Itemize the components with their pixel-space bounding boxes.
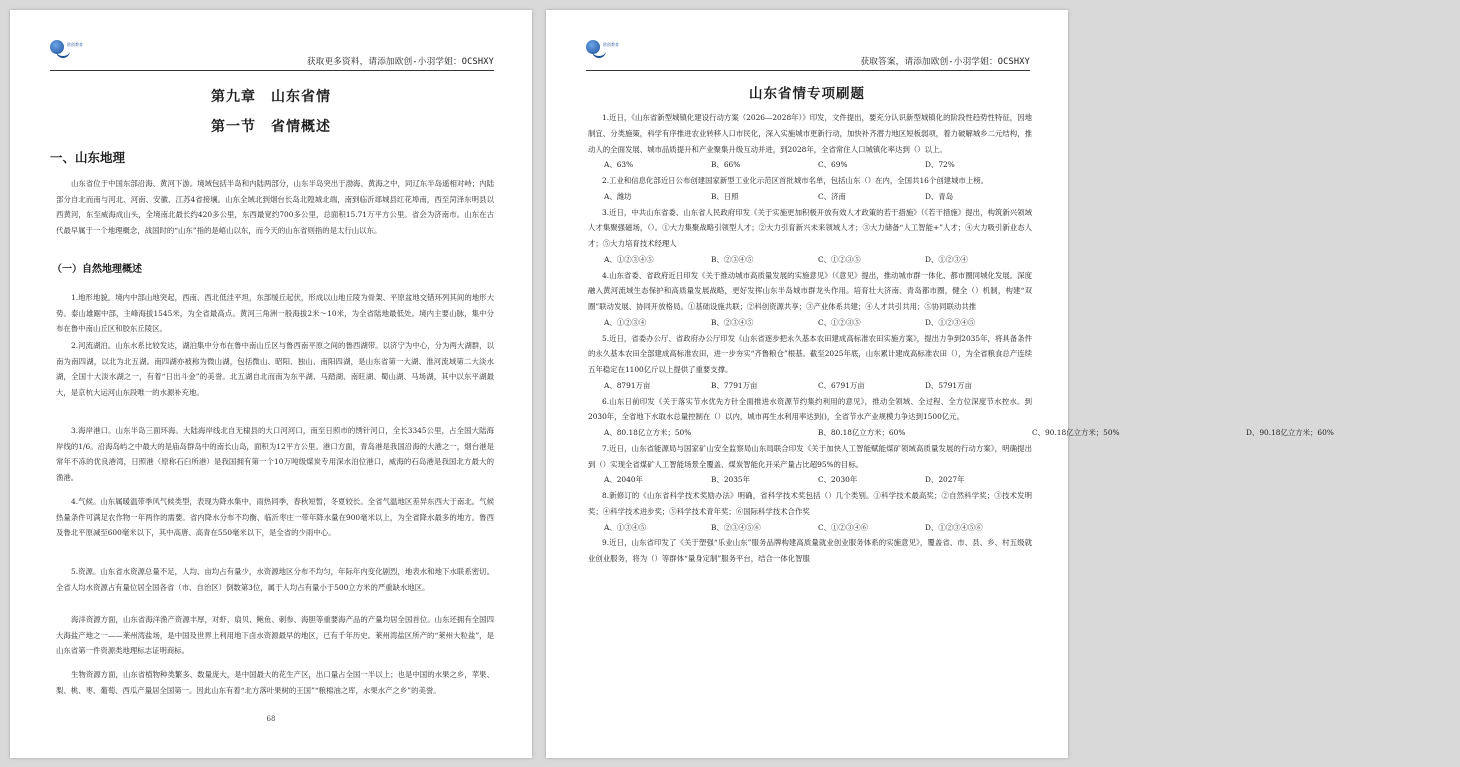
- question-list: [588, 110, 1334, 567]
- answer-option[interactable]: C、①②③④⑥: [818, 522, 868, 532]
- heading-natural-geography: （一）自然地理概述: [52, 264, 142, 275]
- question-options: [588, 157, 1032, 173]
- question-options: [588, 315, 1032, 331]
- answer-option[interactable]: B、②③④⑤: [711, 254, 754, 264]
- question-stem: 3.近日，中共山东省委、山东省人民政府印发《关于实施更加积极开放有效人才政策的若干措施》（《若干措施》提出，构筑新兴领域人才集聚强磁场，（）。①大力集聚战略引领型人才；②大力引育新兴未来领域人才；③大力储备“人工智能+”人才；④大力吸引新业态人才；⑤大力培育技术经理人: [588, 207, 1032, 248]
- question-stem: 9.近日，山东省印发了《关于塑强“乐业山东”服务品牌构建高质量就业创业服务体系的实施意见》，覆盖省、市、县、乡、村五级就业创业服务，将为（）等群体“量身定制”服务平台，结合一体化智服: [588, 538, 1032, 563]
- answer-option[interactable]: D、①②③④⑤⑥: [925, 522, 983, 532]
- question-options: [588, 425, 1334, 441]
- page-header: [586, 38, 1030, 71]
- logo-text: 欧创教育: [67, 42, 83, 47]
- answer-option[interactable]: A、潍坊: [604, 191, 632, 201]
- answer-option[interactable]: C、①②③⑤: [818, 317, 861, 327]
- question-stem: 8.新修订的《山东省科学技术奖励办法》明确，省科学技术奖包括（）几个类别。①科学技术最高奖；②自然科学奖；③技术发明奖；④科学技术进步奖；⑤科学技术青年奖；⑥国际科学技术合作奖: [588, 491, 1032, 516]
- question-stem: 5.近日，省委办公厅、省政府办公厅印发《山东省逐步把永久基本农田建成高标准农田实施方案》，提出力争到2035年，将具备条件的永久基本农田全部建成高标准农田，进一步夯实“齐鲁粮仓”根基。截至2025年底，山东累计建成高标准农田（），为全省粮食总产连续五年稳定在1100亿斤以上提供了重要支撑。: [588, 333, 1032, 374]
- practice-title: 山东省情专项刷题: [749, 86, 865, 102]
- question-options: [588, 472, 1032, 488]
- answer-option[interactable]: C、69%: [818, 160, 848, 170]
- answer-option[interactable]: A、①③④⑤: [604, 522, 647, 532]
- answer-option[interactable]: D、青岛: [925, 191, 954, 201]
- question-stem: 4.山东省委、省政府近日印发《关于推动城市高质量发展的实施意见》（《意见》提出，推动城市群一体化、都市圈同城化发展。深度融入黄河流域生态保护和高质量发展战略，更好发挥山东半岛城市群龙头作用。培育壮大济南、青岛都市圈，健全（）机制，构建“双圈”联动发展、协同开放格局。①基础设施共联；②科创资源共享；③产业体系共建；④人才共引共用；⑤协同联动共推: [588, 270, 1032, 311]
- answer-option[interactable]: D、2027年: [925, 475, 965, 485]
- question-options: [588, 189, 1032, 205]
- paragraph-climate: 4.气候。山东属暖温带季风气候类型，表现为降水集中，雨热同季，春秋短暂，冬夏较长。全省气温地区差异东西大于南北。气候热量条件可满足农作物一年两作的需要。省内降水分布不均衡、临沂枣庄一带年降水量在900毫米以上，为全省降水最多的地方。鲁西及鲁北平原减至600毫米以下，其中高唐、高青在550毫米以下，是全省的少雨中心。: [56, 497, 494, 538]
- answer-option[interactable]: D、5791万亩: [925, 380, 972, 390]
- answer-option[interactable]: B、②③④⑤⑥: [711, 522, 761, 532]
- answer-option[interactable]: D、72%: [925, 160, 955, 170]
- answer-option[interactable]: B、66%: [711, 160, 741, 170]
- paragraph-terrain: 1.地形地貌。境内中部山地突起，西南、西北低洼平坦，东部缓丘起伏，形成以山地丘陵为骨架、平原盆地交错环列其间的地形大势。泰山雄踞中部，主峰海拔1545米，为全省最高点。黄河三角洲一般海拔2米～10米，为全省陆地最低处。境内主要山脉，集中分布在鲁中南山丘区和胶东丘陵区。: [56, 293, 494, 334]
- answer-option[interactable]: A、①②③④: [604, 317, 647, 327]
- answer-option[interactable]: C、①②③⑤: [818, 254, 861, 264]
- question-options: [588, 252, 1032, 268]
- left-page: [10, 10, 532, 758]
- heading-shandong-geography: 一、山东地理: [50, 150, 126, 165]
- header-note: 获取答案，请添加欧创-小羽学姐：OCSHXY: [860, 57, 1030, 67]
- paragraph-biological: 生物资源方面，山东省植物种类繁多、数量庞大，是中国最大的花生产区，出口量占全国一半以上；也是中国的水果之乡，苹果、梨、桃、枣、葡萄、西瓜产量居全国第一。因此山东有着“北方落叶果树的王国”“粮棉油之库，水果水产之乡”的美誉。: [56, 670, 494, 695]
- answer-option[interactable]: D、①②③④: [925, 254, 968, 264]
- chapter-title: 第九章 山东省情: [211, 89, 331, 105]
- paragraph-marine: 海洋资源方面，山东省海洋渔产资源丰厚，对虾、扇贝、鲍鱼、刺参、海胆等重要海产品的产量均居全国首位。山东还拥有全国四大海盐产地之一——莱州湾盐场，是中国及世界上利用地下卤水资源最早的地区，已有千年历史。莱州湾盐区所产的“莱州大粒盐”，是山东省第一件资源类地理标志证明商标。: [56, 615, 494, 656]
- logo-text: 欧创教育: [603, 42, 619, 47]
- answer-option[interactable]: B、②③④⑤: [711, 317, 754, 327]
- answer-option[interactable]: A、①②③④⑤: [604, 254, 654, 264]
- header-note: 获取更多资料，请添加欧创-小羽学姐：OCSHXY: [306, 57, 494, 67]
- question-stem: 7.近日，山东省能源局与国家矿山安全监察局山东局联合印发《关于加快人工智能赋能煤矿领域高质量发展的行动方案》，明确提出到（）实现全省煤矿人工智能场景全覆盖、煤炭智能化开采产量占比超95%的目标。: [588, 443, 1032, 469]
- answer-option[interactable]: B、80.18亿立方米；60%: [818, 428, 906, 437]
- answer-option[interactable]: D、①②③④⑤: [925, 317, 976, 327]
- answer-option[interactable]: C、2030年: [818, 475, 858, 485]
- question-stem: 2.工业和信息化部近日公布创建国家新型工业化示范区首批城市名单，包括山东（）在内，全国共16个创建城市上榜。: [602, 176, 988, 185]
- brand-logo: [586, 38, 630, 60]
- brand-logo: [50, 38, 94, 60]
- page-number: 68: [266, 715, 276, 723]
- answer-option[interactable]: C、6791万亩: [818, 380, 865, 390]
- question-stem: 6.山东日前印发《关于落实节水优先方针全面推进水资源节约集约利用的意见》，推动全领域、全过程、全方位深度节水控水。到2030年，全省地下水取水总量控制在（）以内，城市再生水利用率达到()，全省节水产业规模力争达到1500亿元。: [588, 396, 1032, 422]
- answer-option[interactable]: C、90.18亿立方米；50%: [1032, 428, 1120, 437]
- answer-option[interactable]: A、80.18亿立方米；50%: [604, 428, 692, 437]
- answer-option[interactable]: B、2035年: [711, 475, 751, 485]
- section-title: 第一节 省情概述: [211, 119, 331, 135]
- answer-option[interactable]: B、7791万亩: [711, 380, 758, 390]
- question-stem: 1.近日，《山东省新型城镇化建设行动方案（2026—2028年）》印发，文件提出，要充分认识新型城镇化的阶段性趋势性特征，因地制宜、分类施策，科学有序推进农业转移人口市民化，深入实施城市更新行动，加快补齐潜力地区短板弱项，着力破解城乡二元结构，推动人的全面发展、城市品质提升和产业聚集升级互动并进，到2028年，全省常住人口城镇化率达到（）以上。: [588, 113, 1032, 154]
- paragraph-rivers: 2.河流湖泊。山东水系比较发达，湖泊集中分布在鲁中南山丘区与鲁西南平原之间的鲁西湖带。以济宁为中心，分为两大湖群，以南为南四湖，以北为北五湖。南四湖亦被称为微山湖，包括微山、昭阳、独山、南阳四湖，是山东省第一大湖、淮河流域第二大淡水湖，全国十大淡水湖之一，有着“日出斗金”的美誉。北五湖自北而南为东平湖、马踏湖、南旺湖、蜀山湖、马场湖，其中以东平湖最大，是京杭大运河山东段唯一的水源补充地。: [56, 341, 494, 397]
- question-options: [588, 378, 1032, 394]
- paragraph-intro: 山东省位于中国东部沿海、黄河下游。境域包括半岛和内陆两部分，山东半岛突出于渤海、黄海之中，同辽东半岛遥相对峙；内陆部分自北而南与河北、河南、安徽、江苏4省接壤。山东全域北到烟台长岛北隍城北端，南到临沂郯城县红花埠南，西至菏泽东明县以西黄河，东至威海成山头，全境南北最长约420多公里，东西最宽约700多公里，总面积15.71万平方公里。省会为济南市。山东在古代最早属于一个地理概念，战国时的“山东”指的是峿山以东，而今天的山东省则指的是太行山以东。: [56, 179, 494, 235]
- answer-option[interactable]: A、8791万亩: [604, 380, 651, 390]
- right-page: [546, 10, 1334, 758]
- paragraph-coast: 3.海岸港口。山东半岛三面环海。大陆海岸线北自无棣县的大口河河口，南至日照市的绣针河口，全长3345公里，占全国大陆海岸线的1/6。沿海岛屿之中最大的是庙岛群岛中的南长山岛，面积为12平方公里。港口方面，青岛港是我国沿海的大港之一，烟台港是常年不冻的优良港湾，日照港（原称石臼所港）是我国拥有第一个10万吨级煤炭专用深水泊位港口，威海的石岛港是我国北方最大的渔港。: [56, 426, 494, 482]
- paragraph-resources: 5.资源。山东省水资源总量不足，人均、亩均占有量少，水资源地区分布不均匀，年际年内变化剧烈，地表水和地下水联系密切。全省人均水资源占有量位居全国各省（市、自治区）倒数第3位，属于人均占有量小于500立方米的严重缺水地区。: [56, 567, 494, 592]
- question-options: [588, 520, 1032, 536]
- answer-option[interactable]: A、63%: [604, 160, 634, 170]
- answer-option[interactable]: A、2040年: [604, 475, 643, 485]
- answer-option[interactable]: D、90.18亿立方米；60%: [1246, 428, 1334, 437]
- answer-option[interactable]: B、日照: [711, 191, 739, 201]
- answer-option[interactable]: C、济南: [818, 191, 846, 201]
- page-header: [50, 38, 494, 71]
